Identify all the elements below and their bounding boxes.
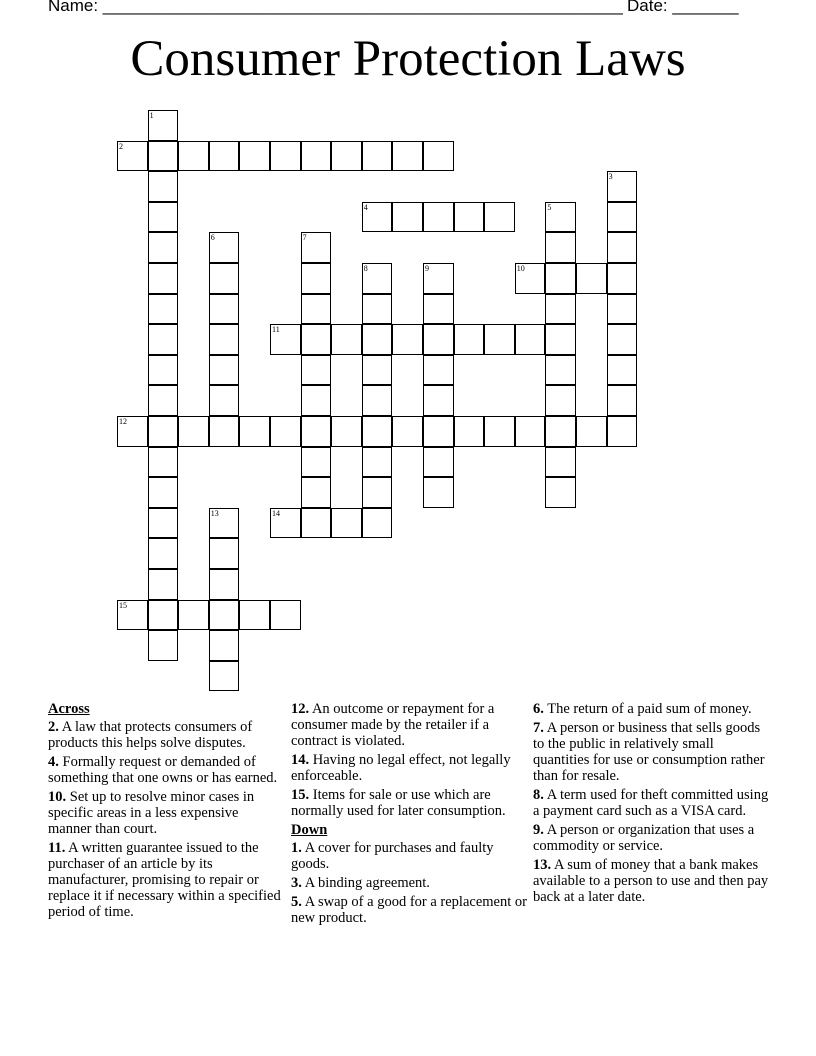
clue-item-number: 3. bbox=[291, 875, 302, 891]
grid-cell[interactable] bbox=[270, 416, 301, 447]
across-heading: Across bbox=[48, 701, 90, 717]
clue-item-text: A written guarantee issued to the purchaser of an article by its manufacturer, promising to repair or replace it if necessary within a specified period of time. bbox=[48, 840, 281, 920]
grid-cell[interactable] bbox=[270, 600, 301, 631]
grid-cell[interactable] bbox=[209, 385, 240, 416]
grid-cell[interactable] bbox=[148, 447, 179, 478]
clue-number: 12 bbox=[119, 417, 127, 426]
grid-cell[interactable] bbox=[392, 324, 423, 355]
grid-cell[interactable] bbox=[148, 232, 179, 263]
grid-cell[interactable] bbox=[301, 141, 332, 172]
grid-cell[interactable] bbox=[209, 263, 240, 294]
clue-item-number: 7. bbox=[533, 720, 544, 736]
grid-cell[interactable] bbox=[362, 385, 393, 416]
clue-number: 4 bbox=[363, 202, 368, 212]
grid-cell[interactable] bbox=[209, 324, 240, 355]
clue-item bbox=[533, 701, 769, 717]
clue-item-text: Having no legal effect, not legally enforceable. bbox=[291, 752, 511, 784]
grid-cell[interactable] bbox=[209, 600, 240, 631]
clue-number: 7 bbox=[302, 233, 307, 243]
grid-cell[interactable] bbox=[148, 416, 179, 447]
grid-cell[interactable] bbox=[545, 385, 576, 416]
grid-cell[interactable] bbox=[423, 294, 454, 325]
clues-column-3 bbox=[533, 701, 769, 908]
grid-cell[interactable] bbox=[423, 447, 454, 478]
grid-cell[interactable] bbox=[545, 416, 576, 447]
grid-cell[interactable] bbox=[301, 447, 332, 478]
clue-item-text: A law that protects consumers of products this helps solve disputes. bbox=[48, 719, 253, 751]
grid-cell[interactable] bbox=[301, 477, 332, 508]
grid-cell[interactable] bbox=[545, 202, 576, 233]
grid-cell[interactable] bbox=[362, 477, 393, 508]
clue-number: 10 bbox=[516, 264, 525, 273]
clue-item-text: An outcome or repayment for a consumer made by the retailer if a contract is violated. bbox=[291, 701, 495, 749]
clue-item bbox=[291, 840, 527, 872]
grid-cell[interactable] bbox=[515, 324, 546, 355]
clue-item-text: Set up to resolve minor cases in specific areas in a less expensive manner than court. bbox=[48, 789, 255, 837]
clue-item bbox=[48, 840, 284, 920]
clue-item-number: 4. bbox=[48, 754, 59, 770]
grid-cell[interactable] bbox=[178, 416, 209, 447]
grid-cell[interactable] bbox=[484, 324, 515, 355]
clue-item-number: 14. bbox=[291, 752, 310, 768]
grid-cell[interactable] bbox=[148, 600, 179, 631]
clue-item-number: 8. bbox=[533, 787, 544, 803]
clue-item-text: A cover for purchases and faulty goods. bbox=[291, 840, 494, 872]
clue-item bbox=[291, 701, 527, 749]
grid-cell[interactable] bbox=[209, 569, 240, 600]
grid-cell[interactable] bbox=[301, 294, 332, 325]
clue-item bbox=[533, 857, 769, 905]
grid-cell[interactable] bbox=[148, 477, 179, 508]
grid-cell[interactable] bbox=[148, 110, 179, 141]
clue-item-number: 6. bbox=[533, 701, 544, 717]
clue-item bbox=[291, 875, 527, 891]
grid-cell[interactable] bbox=[362, 263, 393, 294]
clue-number: 14 bbox=[272, 508, 280, 518]
grid-cell[interactable] bbox=[423, 263, 454, 294]
clue-item bbox=[48, 789, 284, 837]
grid-cell[interactable] bbox=[209, 538, 240, 569]
grid-cell[interactable] bbox=[270, 508, 301, 539]
grid-cell[interactable] bbox=[545, 324, 576, 355]
grid-cell[interactable] bbox=[423, 416, 454, 447]
clue-item-number: 11. bbox=[48, 840, 66, 856]
clue-number: 15 bbox=[119, 600, 127, 610]
grid-cell[interactable] bbox=[148, 569, 179, 600]
grid-cell[interactable] bbox=[148, 385, 179, 416]
grid-cell[interactable] bbox=[545, 263, 576, 294]
grid-cell[interactable] bbox=[607, 385, 638, 416]
clue-item-number: 13. bbox=[533, 857, 552, 873]
clue-number: 5 bbox=[547, 202, 552, 212]
grid-cell[interactable] bbox=[209, 661, 240, 692]
clue-number: 3 bbox=[608, 172, 613, 182]
page-title: Consumer Protection Laws bbox=[130, 31, 686, 87]
clue-number: 1 bbox=[149, 111, 154, 120]
grid-cell[interactable] bbox=[148, 630, 179, 661]
grid-cell[interactable] bbox=[270, 324, 301, 355]
grid-cell[interactable] bbox=[362, 294, 393, 325]
grid-cell[interactable] bbox=[423, 355, 454, 386]
clues-column-1 bbox=[48, 701, 284, 923]
clue-item bbox=[533, 787, 769, 819]
grid-cell[interactable] bbox=[576, 416, 607, 447]
grid-cell[interactable] bbox=[209, 355, 240, 386]
grid-cell[interactable] bbox=[331, 416, 362, 447]
clue-item bbox=[291, 787, 527, 819]
grid-cell[interactable] bbox=[178, 600, 209, 631]
clue-number: 9 bbox=[425, 264, 429, 273]
grid-cell[interactable] bbox=[209, 416, 240, 447]
grid-cell[interactable] bbox=[362, 202, 393, 233]
grid-cell[interactable] bbox=[607, 202, 638, 233]
clue-item-text: The return of a paid sum of money. bbox=[547, 701, 752, 717]
grid-cell[interactable] bbox=[148, 324, 179, 355]
grid-cell[interactable] bbox=[148, 202, 179, 233]
clue-item-text: A person or business that sells goods to the public in relatively small quantities for use or consumption rather than for resale. bbox=[533, 720, 765, 784]
clue-number: 13 bbox=[210, 508, 219, 518]
clue-item-text: Formally request or demanded of something that one owns or has earned. bbox=[48, 754, 278, 786]
clue-item bbox=[533, 720, 769, 784]
grid-cell[interactable] bbox=[148, 538, 179, 569]
grid-cell[interactable] bbox=[607, 232, 638, 263]
grid-cell[interactable] bbox=[607, 171, 638, 202]
clue-item-text: A person or organization that uses a commodity or service. bbox=[533, 822, 755, 854]
grid-cell[interactable] bbox=[515, 416, 546, 447]
grid-cell[interactable] bbox=[362, 141, 393, 172]
grid-cell[interactable] bbox=[423, 385, 454, 416]
clue-item-text: A swap of a good for a replacement or new product. bbox=[291, 894, 527, 926]
grid-cell[interactable] bbox=[484, 202, 515, 233]
grid-cell[interactable] bbox=[148, 263, 179, 294]
grid-cell[interactable] bbox=[607, 416, 638, 447]
grid-cell[interactable] bbox=[239, 416, 270, 447]
clues-column-2 bbox=[291, 701, 527, 929]
grid-cell[interactable] bbox=[148, 171, 179, 202]
clue-item bbox=[291, 894, 527, 926]
grid-cell[interactable] bbox=[545, 232, 576, 263]
grid-cell[interactable] bbox=[209, 630, 240, 661]
grid-cell[interactable] bbox=[239, 141, 270, 172]
grid-cell[interactable] bbox=[209, 232, 240, 263]
clue-item-text: A sum of money that a bank makes available to a person to use and then pay back at a later date. bbox=[533, 857, 769, 905]
grid-cell[interactable] bbox=[209, 294, 240, 325]
clue-item-text: Items for sale or use which are normally used for later consumption. bbox=[291, 787, 506, 819]
grid-cell[interactable] bbox=[576, 263, 607, 294]
grid-cell[interactable] bbox=[117, 600, 148, 631]
grid-cell[interactable] bbox=[209, 508, 240, 539]
grid-cell[interactable] bbox=[392, 416, 423, 447]
grid-cell[interactable] bbox=[545, 355, 576, 386]
grid-cell[interactable] bbox=[301, 385, 332, 416]
grid-cell[interactable] bbox=[301, 324, 332, 355]
grid-cell[interactable] bbox=[362, 416, 393, 447]
grid-cell[interactable] bbox=[148, 294, 179, 325]
grid-cell[interactable] bbox=[178, 141, 209, 172]
clue-item-number: 5. bbox=[291, 894, 302, 910]
grid-cell[interactable] bbox=[515, 263, 546, 294]
grid-cell[interactable] bbox=[148, 355, 179, 386]
grid-cell[interactable] bbox=[545, 294, 576, 325]
grid-cell[interactable] bbox=[331, 324, 362, 355]
clue-item-number: 2. bbox=[48, 719, 59, 735]
clue-number: 6 bbox=[210, 233, 215, 243]
grid-cell[interactable] bbox=[454, 416, 485, 447]
grid-cell[interactable] bbox=[331, 141, 362, 172]
grid-cell[interactable] bbox=[484, 416, 515, 447]
clue-number: 2 bbox=[119, 141, 123, 151]
clue-item bbox=[48, 754, 284, 786]
grid-cell[interactable] bbox=[239, 600, 270, 631]
clue-item bbox=[291, 752, 527, 784]
grid-cell[interactable] bbox=[423, 477, 454, 508]
grid-cell[interactable] bbox=[301, 232, 332, 263]
grid-cell[interactable] bbox=[392, 202, 423, 233]
grid-cell[interactable] bbox=[301, 263, 332, 294]
clue-item-text: A term used for theft committed using a payment card such as a VISA card. bbox=[533, 787, 769, 819]
date-line: Date: _______ bbox=[627, 0, 739, 15]
grid-cell[interactable] bbox=[301, 416, 332, 447]
grid-cell[interactable] bbox=[607, 324, 638, 355]
grid-cell[interactable] bbox=[607, 355, 638, 386]
clue-item bbox=[48, 719, 284, 751]
grid-cell[interactable] bbox=[117, 141, 148, 172]
grid-cell[interactable] bbox=[270, 141, 301, 172]
grid-cell[interactable] bbox=[454, 202, 485, 233]
clue-item-number: 10. bbox=[48, 789, 67, 805]
grid-cell[interactable] bbox=[301, 508, 332, 539]
clue-number: 8 bbox=[363, 264, 368, 273]
clue-number: 11 bbox=[272, 325, 280, 335]
down-heading: Down bbox=[291, 822, 328, 838]
grid-cell[interactable] bbox=[331, 508, 362, 539]
grid-cell[interactable] bbox=[362, 508, 393, 539]
grid-cell[interactable] bbox=[423, 141, 454, 172]
clue-item-number: 1. bbox=[291, 840, 302, 856]
clue-item-number: 15. bbox=[291, 787, 310, 803]
grid-cell[interactable] bbox=[607, 294, 638, 325]
clue-item-text: A binding agreement. bbox=[304, 875, 430, 891]
grid-cell[interactable] bbox=[423, 202, 454, 233]
grid-cell[interactable] bbox=[362, 324, 393, 355]
grid-cell[interactable] bbox=[392, 141, 423, 172]
grid-cell[interactable] bbox=[209, 141, 240, 172]
grid-cell[interactable] bbox=[423, 324, 454, 355]
grid-cell[interactable] bbox=[301, 355, 332, 386]
clue-item-number: 12. bbox=[291, 701, 310, 717]
grid-cell[interactable] bbox=[545, 447, 576, 478]
clue-item bbox=[533, 822, 769, 854]
grid-cell[interactable] bbox=[607, 263, 638, 294]
grid-cell[interactable] bbox=[362, 355, 393, 386]
grid-cell[interactable] bbox=[545, 477, 576, 508]
clue-item-number: 9. bbox=[533, 822, 544, 838]
grid-cell[interactable] bbox=[148, 508, 179, 539]
grid-cell[interactable] bbox=[362, 447, 393, 478]
grid-cell[interactable] bbox=[454, 324, 485, 355]
grid-cell[interactable] bbox=[148, 141, 179, 172]
name-line: Name: _______________________________________________________ bbox=[48, 0, 623, 15]
grid-cell[interactable] bbox=[117, 416, 148, 447]
